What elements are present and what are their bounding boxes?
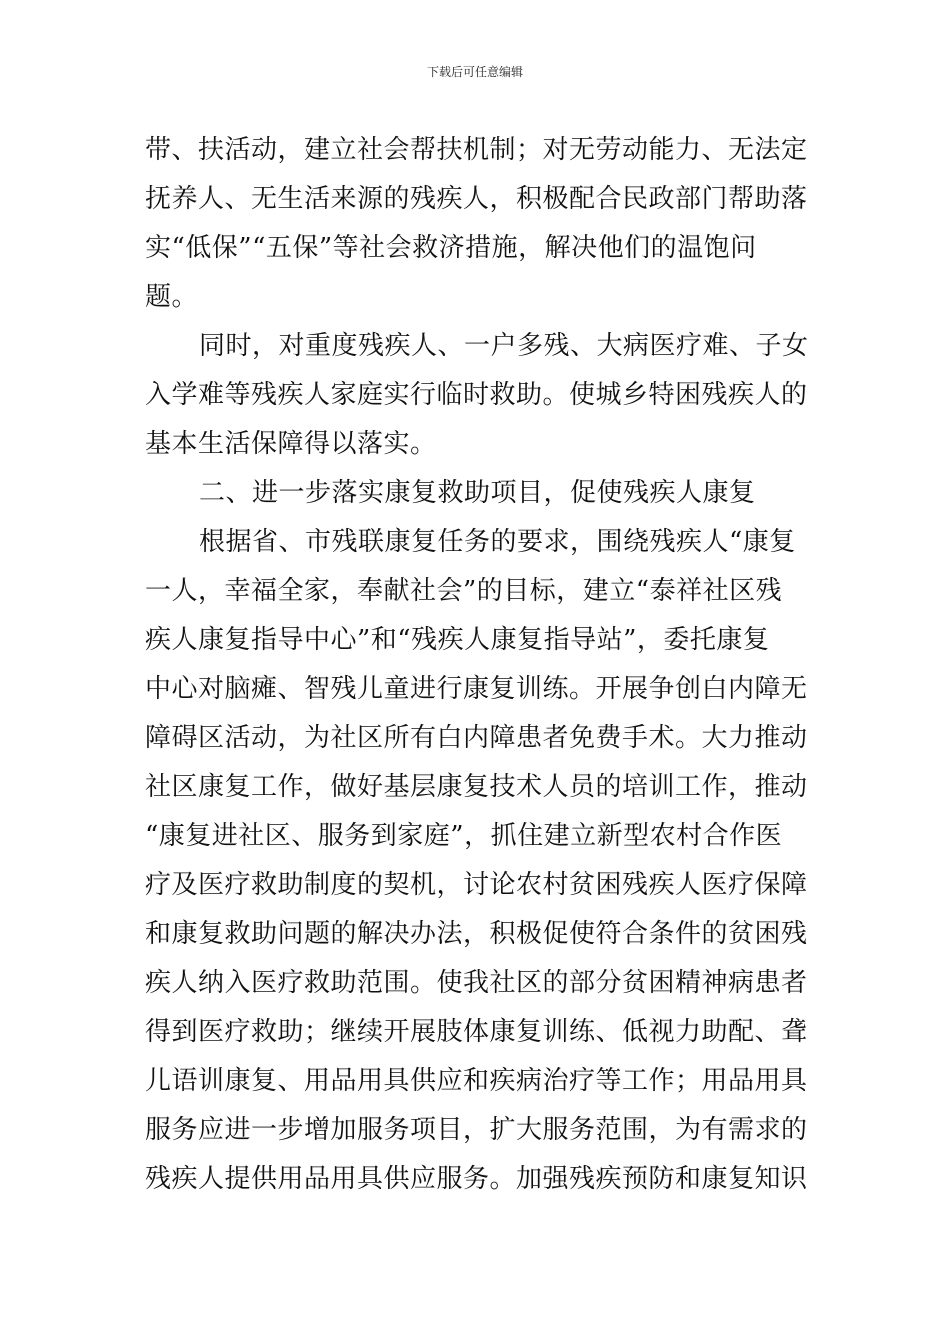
text-line-3: 实“低保”“五保”等社会救济措施，解决他们的温饱问 xyxy=(145,233,757,263)
text-line-11: 疾人康复指导中心”和“残疾人康复指导站”，委托康复 xyxy=(145,625,770,655)
text-line-22: 残疾人提供用品用具供应服务。加强残疾预防和康复知识 xyxy=(145,1164,808,1194)
text-line-6: 入学难等残疾人家庭实行临时救助。使城乡特困残疾人的 xyxy=(145,380,808,410)
section-heading: 二、进一步落实康复救助项目，促使残疾人康复 xyxy=(199,478,756,508)
text-line-19: 得到医疗救助；继续开展肢体康复训练、低视力助配、聋 xyxy=(145,1017,808,1047)
text-line-1: 带、扶活动，建立社会帮扶机制；对无劳动能力、无法定 xyxy=(145,135,808,165)
text-line-7: 基本生活保障得以落实。 xyxy=(145,429,437,459)
text-line-15: “康复进社区、服务到家庭”，抓住建立新型农村合作医 xyxy=(145,821,783,851)
text-line-9: 根据省、市残联康复任务的要求，围绕残疾人“康复 xyxy=(199,527,796,557)
text-line-10: 一人，幸福全家，奉献社会”的目标，建立“泰祥社区残 xyxy=(145,576,783,606)
text-line-5: 同时，对重度残疾人、一户多残、大病医疗难、子女 xyxy=(199,331,809,361)
text-line-13: 障碍区活动，为社区所有白内障患者免费手术。大力推动 xyxy=(145,723,808,753)
text-line-20: 儿语训康复、用品用具供应和疾病治疗等工作；用品用具 xyxy=(145,1066,808,1096)
document-body xyxy=(145,126,807,1204)
text-line-16: 疗及医疗救助制度的契机，讨论农村贫困残疾人医疗保障 xyxy=(145,870,808,900)
text-line-4: 题。 xyxy=(145,282,199,312)
text-line-17: 和康复救助问题的解决办法，积极促使符合条件的贫困残 xyxy=(145,919,808,949)
page-header-note: 下载后可任意编辑 xyxy=(426,65,523,79)
text-line-18: 疾人纳入医疗救助范围。使我社区的部分贫困精神病患者 xyxy=(145,968,808,998)
text-line-2: 抚养人、无生活来源的残疾人，积极配合民政部门帮助落 xyxy=(145,184,808,214)
text-line-21: 服务应进一步增加服务项目，扩大服务范围，为有需求的 xyxy=(145,1115,808,1145)
text-line-14: 社区康复工作，做好基层康复技术人员的培训工作，推动 xyxy=(145,772,808,802)
text-line-12: 中心对脑瘫、智残儿童进行康复训练。开展争创白内障无 xyxy=(145,674,808,704)
